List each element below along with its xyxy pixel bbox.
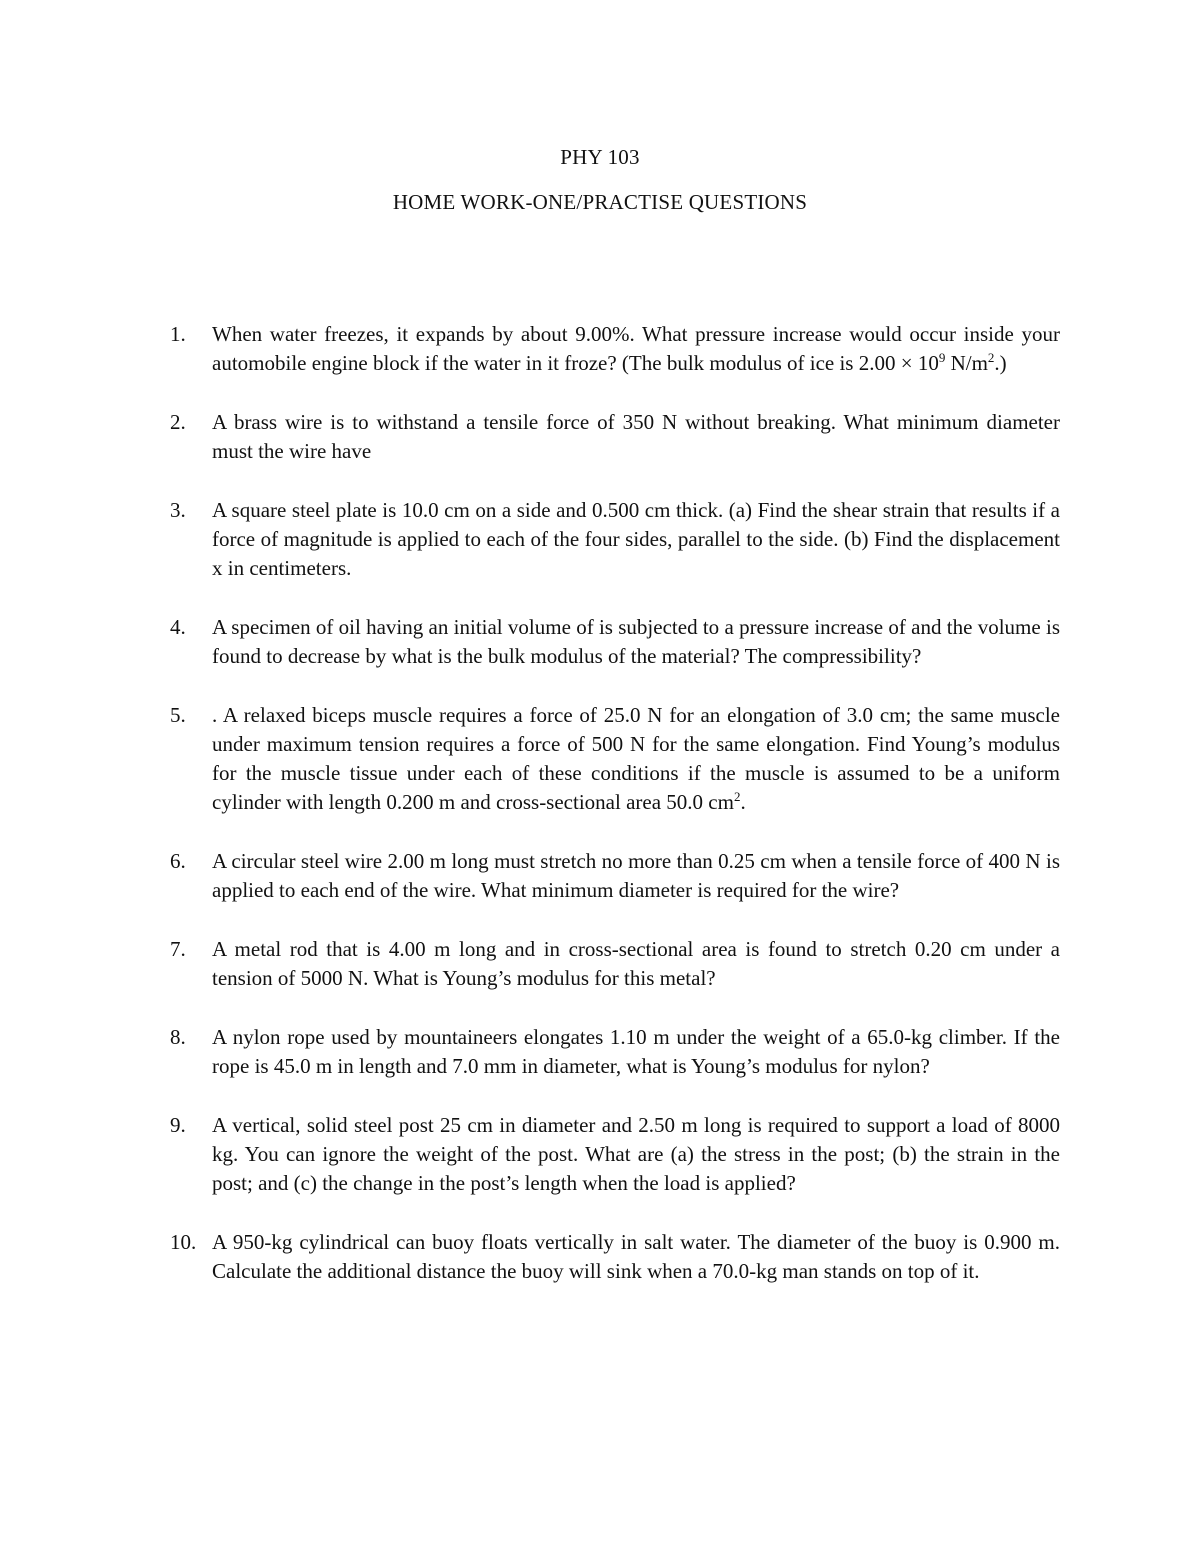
question-text-end: . bbox=[740, 790, 746, 814]
question-text: A nylon rope used by mountaineers elongates 1.10 m under the weight of a 65.0-kg climber. If the rope is 45.0 m in length and 7.0 mm in diameter, what is Young’s modulus for nylon? bbox=[212, 1025, 1060, 1078]
question-text-end: .) bbox=[994, 351, 1007, 375]
question-text: A vertical, solid steel post 25 cm in diameter and 2.50 m long is required to support a load of 8000 kg. You can ignore the weight of the post. What are (a) the stress in the post; (b) the strain in the post; and (c) the change in the post’s length when the load is applied? bbox=[212, 1113, 1060, 1195]
question-6 bbox=[170, 847, 1060, 905]
question-number: 10. bbox=[170, 1230, 197, 1254]
question-3 bbox=[170, 496, 1060, 583]
question-text: A square steel plate is 10.0 cm on a side and 0.500 cm thick. (a) Find the shear strain that results if a force of magnitude is applied to each of the four sides, parallel to the side. (b) Find the displacement x in centimeters. bbox=[212, 498, 1060, 580]
question-8 bbox=[170, 1023, 1060, 1081]
question-list bbox=[170, 320, 1060, 1316]
question-1 bbox=[170, 320, 1060, 378]
question-text-unit: N/m bbox=[945, 351, 988, 375]
question-10 bbox=[170, 1228, 1060, 1286]
question-4 bbox=[170, 613, 1060, 671]
question-number: 7. bbox=[170, 937, 186, 961]
question-number: 1. bbox=[170, 322, 186, 346]
question-text-main: When water freezes, it expands by about 9.00%. What pressure increase would occur inside your automobile engine block if the water in it froze? (The bulk modulus of ice is 2.00 × 10 bbox=[212, 322, 1060, 375]
question-number: 6. bbox=[170, 849, 186, 873]
question-7 bbox=[170, 935, 1060, 993]
question-number: 3. bbox=[170, 498, 186, 522]
question-5 bbox=[170, 701, 1060, 817]
question-text: A specimen of oil having an initial volume of is subjected to a pressure increase of and the volume is found to decrease by what is the bulk modulus of the material? The compressibility? bbox=[212, 615, 1060, 668]
exponent: 2 bbox=[733, 789, 741, 804]
question-number: 9. bbox=[170, 1113, 186, 1137]
question-text: A brass wire is to withstand a tensile force of 350 N without breaking. What minimum diameter must the wire have bbox=[212, 410, 1060, 463]
question-text: A circular steel wire 2.00 m long must stretch no more than 0.25 cm when a tensile force of 400 N is applied to each end of the wire. What minimum diameter is required for the wire? bbox=[212, 849, 1060, 902]
question-number: 5. bbox=[170, 703, 186, 727]
question-number: 4. bbox=[170, 615, 186, 639]
question-number: 2. bbox=[170, 410, 186, 434]
question-9 bbox=[170, 1111, 1060, 1198]
question-2 bbox=[170, 408, 1060, 466]
question-text: A 950-kg cylindrical can buoy floats vertically in salt water. The diameter of the buoy is 0.900 m. Calculate the additional distance the buoy will sink when a 70.0-kg man stands on top of it. bbox=[212, 1230, 1060, 1283]
assignment-title: HOME WORK-ONE/PRACTISE QUESTIONS bbox=[392, 190, 808, 214]
exponent: 2 bbox=[987, 350, 995, 365]
exponent: 9 bbox=[938, 350, 946, 365]
question-text bbox=[212, 320, 1060, 378]
question-text: A metal rod that is 4.00 m long and in cross-sectional area is found to stretch 0.20 cm under a tension of 5000 N. What is Young’s modulus for this metal? bbox=[212, 937, 1060, 990]
question-text-main: . A relaxed biceps muscle requires a force of 25.0 N for an elongation of 3.0 cm; the same muscle under maximum tension requires a force of 500 N for the same elongation. Find Young’s modulus for the muscle tissue under each of these conditions if the muscle is assumed to be a uniform cylinder with length 0.200 m and cross-sectional area 50.0 cm bbox=[212, 703, 1060, 814]
question-number: 8. bbox=[170, 1025, 186, 1049]
course-code: PHY 103 bbox=[560, 145, 640, 169]
question-text bbox=[212, 701, 1060, 817]
